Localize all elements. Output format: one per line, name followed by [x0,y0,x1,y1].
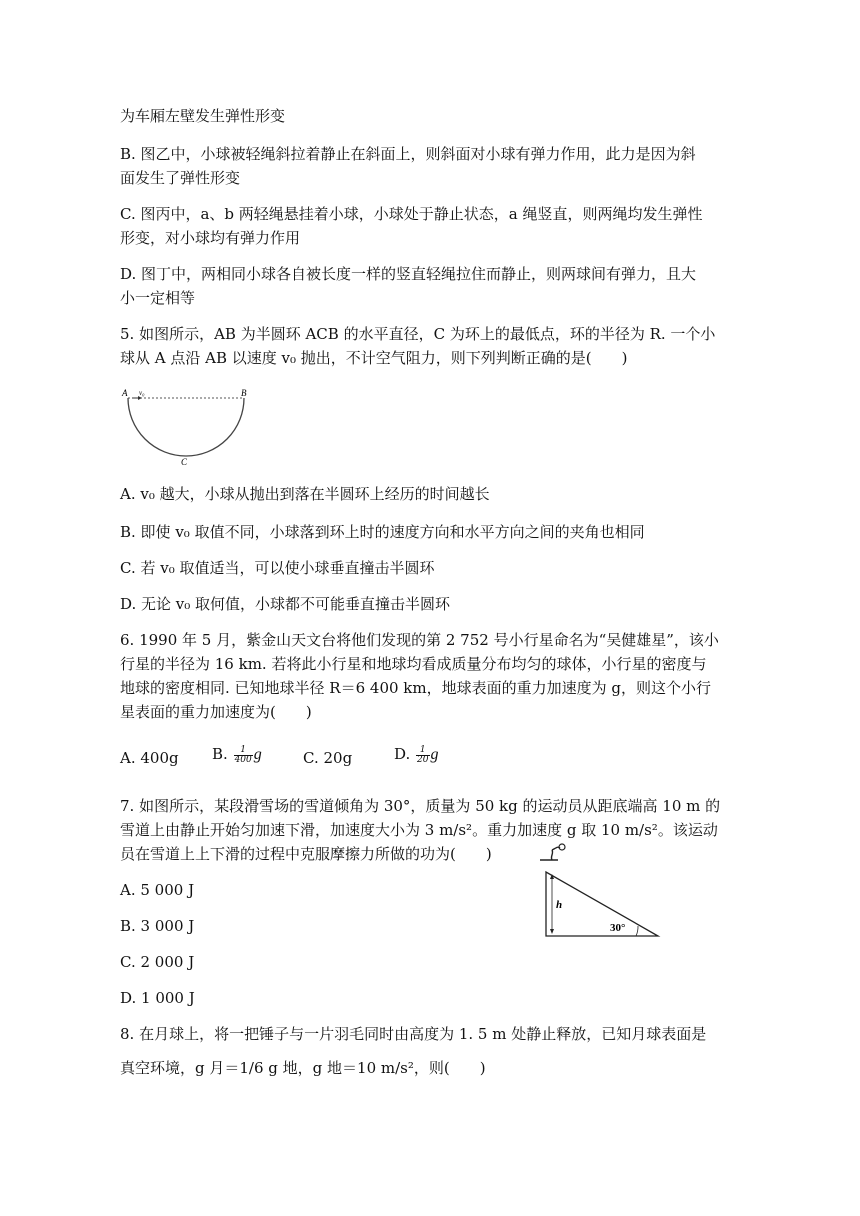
fraction-1-400: $\frac{1}{400}$ [234,744,252,765]
label-b: B [241,388,247,398]
question-6-line-1: 6. 1990 年 5 月，紫金山天文台将他们发现的第 2 752 号小行星命名为“吴健雄星”，该小 [120,631,719,649]
question-5-line-1: 5. 如图所示，AB 为半圆环 ACB 的水平直径，C 为环上的最低点，环的半径为 R. 一个小 [120,325,716,343]
q7-option-d: D. 1 000 J [120,989,195,1007]
label-c: C [181,457,188,467]
label-a: A [122,388,128,398]
semicircle-figure [120,386,260,468]
q5-option-b: B. 即使 v₀ 取值不同，小球落到环上时的速度方向和水平方向之间的夹角也相同 [120,523,645,541]
label-angle: 30° [610,922,626,934]
option-b-line-2: 面发生了弹性形变 [120,169,241,187]
label-h: h [556,899,563,911]
question-8-line-1: 8. 在月球上，将一把锤子与一片羽毛同时由高度为 1. 5 m 处静止释放，已知月球表面是 [120,1025,707,1043]
option-c-line-1: C. 图丙中，a、b 两轻绳悬挂着小球，小球处于静止状态，a 绳竖直，则两绳均发生弹性 [120,205,703,223]
question-6-line-2: 行星的半径为 16 km. 若将此小行星和地球均看成质量分布均匀的球体，小行星的密度与 [120,655,707,673]
question-6-line-4: 星表面的重力加速度为( ) [120,703,312,721]
question-7-line-1: 7. 如图所示，某段滑雪场的雪道倾角为 30°，质量为 50 kg 的运动员从距底端高 10 m 的 [120,797,721,815]
question-6-line-3: 地球的密度相同. 已知地球半径 R＝6 400 km，地球表面的重力加速度为 g，则这个小行 [120,679,711,697]
option-c-line-2: 形变，对小球均有弹力作用 [120,229,301,247]
skier-icon [551,847,560,860]
q6-option-c: C. 20g [303,749,353,767]
q7-option-b: B. 3 000 J [120,917,195,935]
label-v0: v₀ [139,389,145,397]
q7-option-c: C. 2 000 J [120,953,195,971]
q5-option-a: A. v₀ 越大，小球从抛出到落在半圆环上经历的时间越长 [120,485,490,503]
q6-option-b: B. $\frac{1}{400}$ g [212,744,262,765]
option-d-line-1: D. 图丁中，两相同小球各自被长度一样的竖直轻绳拉住而静止，则两球间有弹力，且大 [120,265,697,283]
option-b-line-1: B. 图乙中，小球被轻绳斜拉着静止在斜面上，则斜面对小球有弹力作用，此力是因为斜 [120,145,696,163]
q7-option-a: A. 5 000 J [120,881,195,899]
question-8-line-2: 真空环境，g 月＝1/6 g 地，g 地＝10 m/s²，则( ) [120,1059,486,1077]
q6-option-d: D. $\frac{1}{20}$ g [394,744,439,765]
option-d-line-2: 小一定相等 [120,289,196,307]
text-line: 为车厢左壁发生弹性形变 [120,107,286,125]
question-7-line-3: 员在雪道上上下滑的过程中克服摩擦力所做的功为( ) [120,845,492,863]
question-7-line-2: 雪道上由静止开始匀加速下滑，加速度大小为 3 m/s²。重力加速度 g 取 10 m/s²。该运动 [120,821,718,839]
q5-option-d: D. 无论 v₀ 取何值，小球都不可能垂直撞击半圆环 [120,595,451,613]
semicircle-arc [128,398,244,456]
fraction-1-20: $\frac{1}{20}$ [417,744,429,765]
angle-arc [636,926,638,936]
q5-option-c: C. 若 v₀ 取值适当，可以使小球垂直撞击半圆环 [120,559,435,577]
question-5-line-2: 球从 A 点沿 AB 以速度 v₀ 抛出，不计空气阻力，则下列判断正确的是( ) [120,349,628,367]
q6-option-a: A. 400g [120,749,179,767]
slope-triangle [546,872,658,936]
incline-figure [536,842,666,940]
